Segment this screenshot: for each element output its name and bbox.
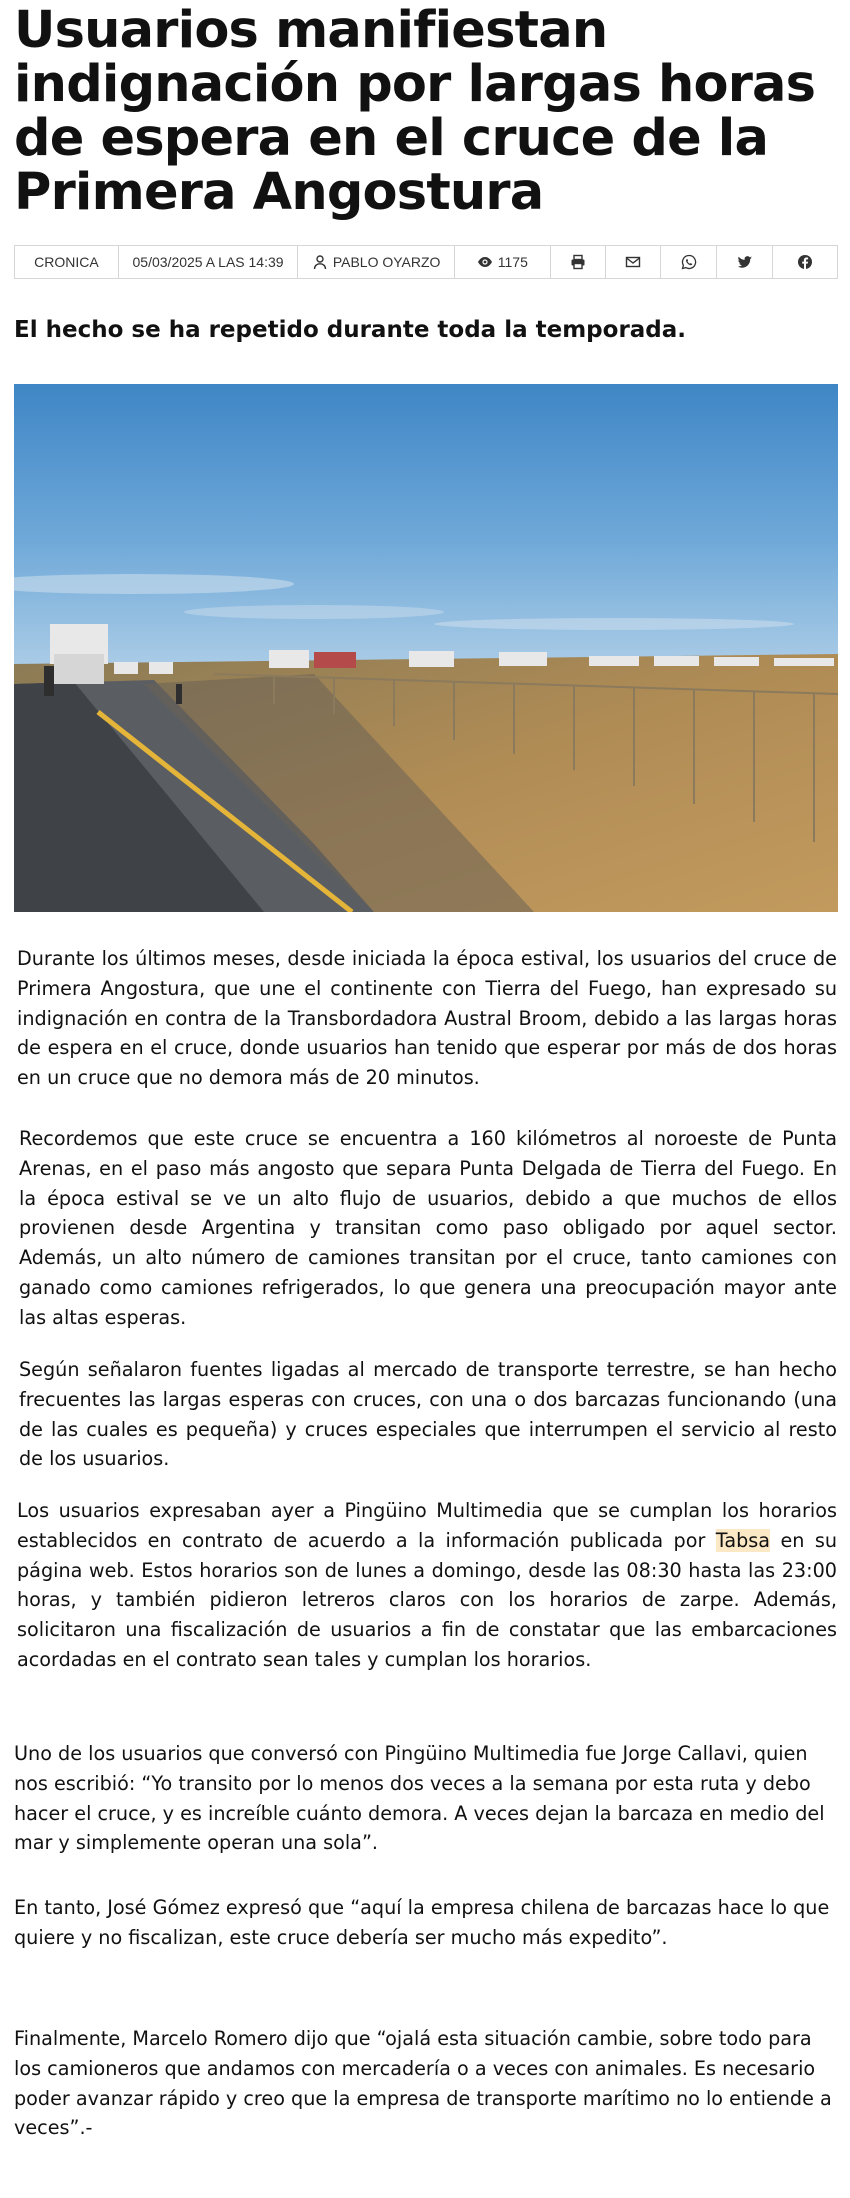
category-text: CRONICA bbox=[34, 254, 99, 270]
email-share-button[interactable] bbox=[606, 246, 662, 278]
twitter-share-button[interactable] bbox=[717, 246, 773, 278]
article-photo bbox=[14, 384, 838, 912]
article-paragraph-6: En tanto, José Gómez expresó que “aquí la empresa chilena de barcazas hace lo que quiere y no fiscalizan, este cruce debería ser mucho más expedito”. bbox=[14, 1896, 830, 1949]
print-button[interactable] bbox=[551, 246, 606, 278]
article-lead: El hecho se ha repetido durante toda la temporada. bbox=[14, 317, 687, 343]
envelope-icon bbox=[625, 254, 641, 270]
publish-date bbox=[119, 246, 299, 278]
article-paragraph-1: Durante los últimos meses, desde iniciada la época estival, los usuarios del cruce de Primera Angostura, que une el continente con Tierra del Fuego, han expresado su indignación en contra de la Transbordadora Austral Broom, debido a las largas horas de espera en el cruce, donde usuarios han tenido que esperar por más de dos horas en un cruce que no demora más de 20 minutos. bbox=[17, 947, 837, 1090]
twitter-icon bbox=[737, 254, 753, 270]
article-title: Usuarios manifiestan indignación por largas horas de espera en el cruce de la Primera Angostura bbox=[14, 1, 816, 222]
paragraph-4-text-start: Los usuarios expresaban ayer a Pingüino Multimedia que se cumplan los horarios establecidos en contrato de acuerdo a la información publicada por bbox=[17, 1499, 837, 1552]
category-label[interactable] bbox=[15, 246, 119, 278]
date-text: 05/03/2025 A LAS 14:39 bbox=[132, 254, 284, 270]
author-link[interactable] bbox=[298, 246, 455, 278]
article-paragraph-5: Uno de los usuarios que conversó con Pingüino Multimedia fue Jorge Callavi, quien nos escribió: “Yo transito por lo menos dos veces a la semana por esta ruta y debo hacer el cruce, y es increíble cuánto demora. A veces dejan la barcaza en medio del mar y simplemente operan una sola”. bbox=[14, 1742, 825, 1855]
article-paragraph-7: Finalmente, Marcelo Romero dijo que “ojalá esta situación cambie, sobre todo para los camioneros que andamos con mercadería o a veces con animales. Es necesario poder avanzar rápido y creo que la empresa de transporte marítimo no lo entiende a veces”.- bbox=[14, 2027, 832, 2140]
article-paragraph-2: Recordemos que este cruce se encuentra a 160 kilómetros al noroeste de Punta Arenas, en el paso más angosto que separa Punta Delgada de Tierra del Fuego. En la época estival se ve un alto flujo de usuarios, debido a que muchos de ellos provienen desde Argentina y transitan como paso obligado por aquel sector. Además, un alto número de camiones transitan por el cruce, tanto camiones con ganado como camiones refrigerados, lo que genera una preocupación mayor ante las altas esperas. bbox=[19, 1127, 837, 1329]
paragraph-4-text-end: en su página web. Estos horarios son de lunes a domingo, desde las 08:30 hasta las 23:00 horas, y también pidieron letreros claros con los horarios de zarpe. Además, solicitaron una fiscalización de usuarios a fin de constatar que las embarcaciones acordadas en el contrato sean tales y cumplan los horarios. bbox=[17, 1528, 838, 1671]
whatsapp-share-button[interactable] bbox=[661, 246, 717, 278]
article-paragraph-3: Según señalaron fuentes ligadas al mercado de transporte terrestre, se han hecho frecuentes las largas esperas con cruces, con una o dos barcazas funcionando (una de las cuales es pequeña) y cruces especiales que interrumpen el servicio al resto de los usuarios. bbox=[19, 1358, 837, 1471]
whatsapp-icon bbox=[681, 254, 697, 270]
user-icon bbox=[312, 254, 328, 270]
eye-icon bbox=[477, 254, 493, 270]
views-text: 1175 bbox=[497, 254, 528, 270]
facebook-share-button[interactable] bbox=[773, 246, 837, 278]
article-paragraph-4 bbox=[17, 1496, 837, 1675]
print-icon bbox=[570, 254, 586, 270]
author-name: PABLO OYARZO bbox=[332, 254, 441, 270]
tabsa-link[interactable]: Tabsa bbox=[715, 1528, 771, 1552]
article-meta-bar bbox=[14, 245, 838, 279]
facebook-icon bbox=[797, 254, 813, 270]
view-count bbox=[455, 246, 551, 278]
